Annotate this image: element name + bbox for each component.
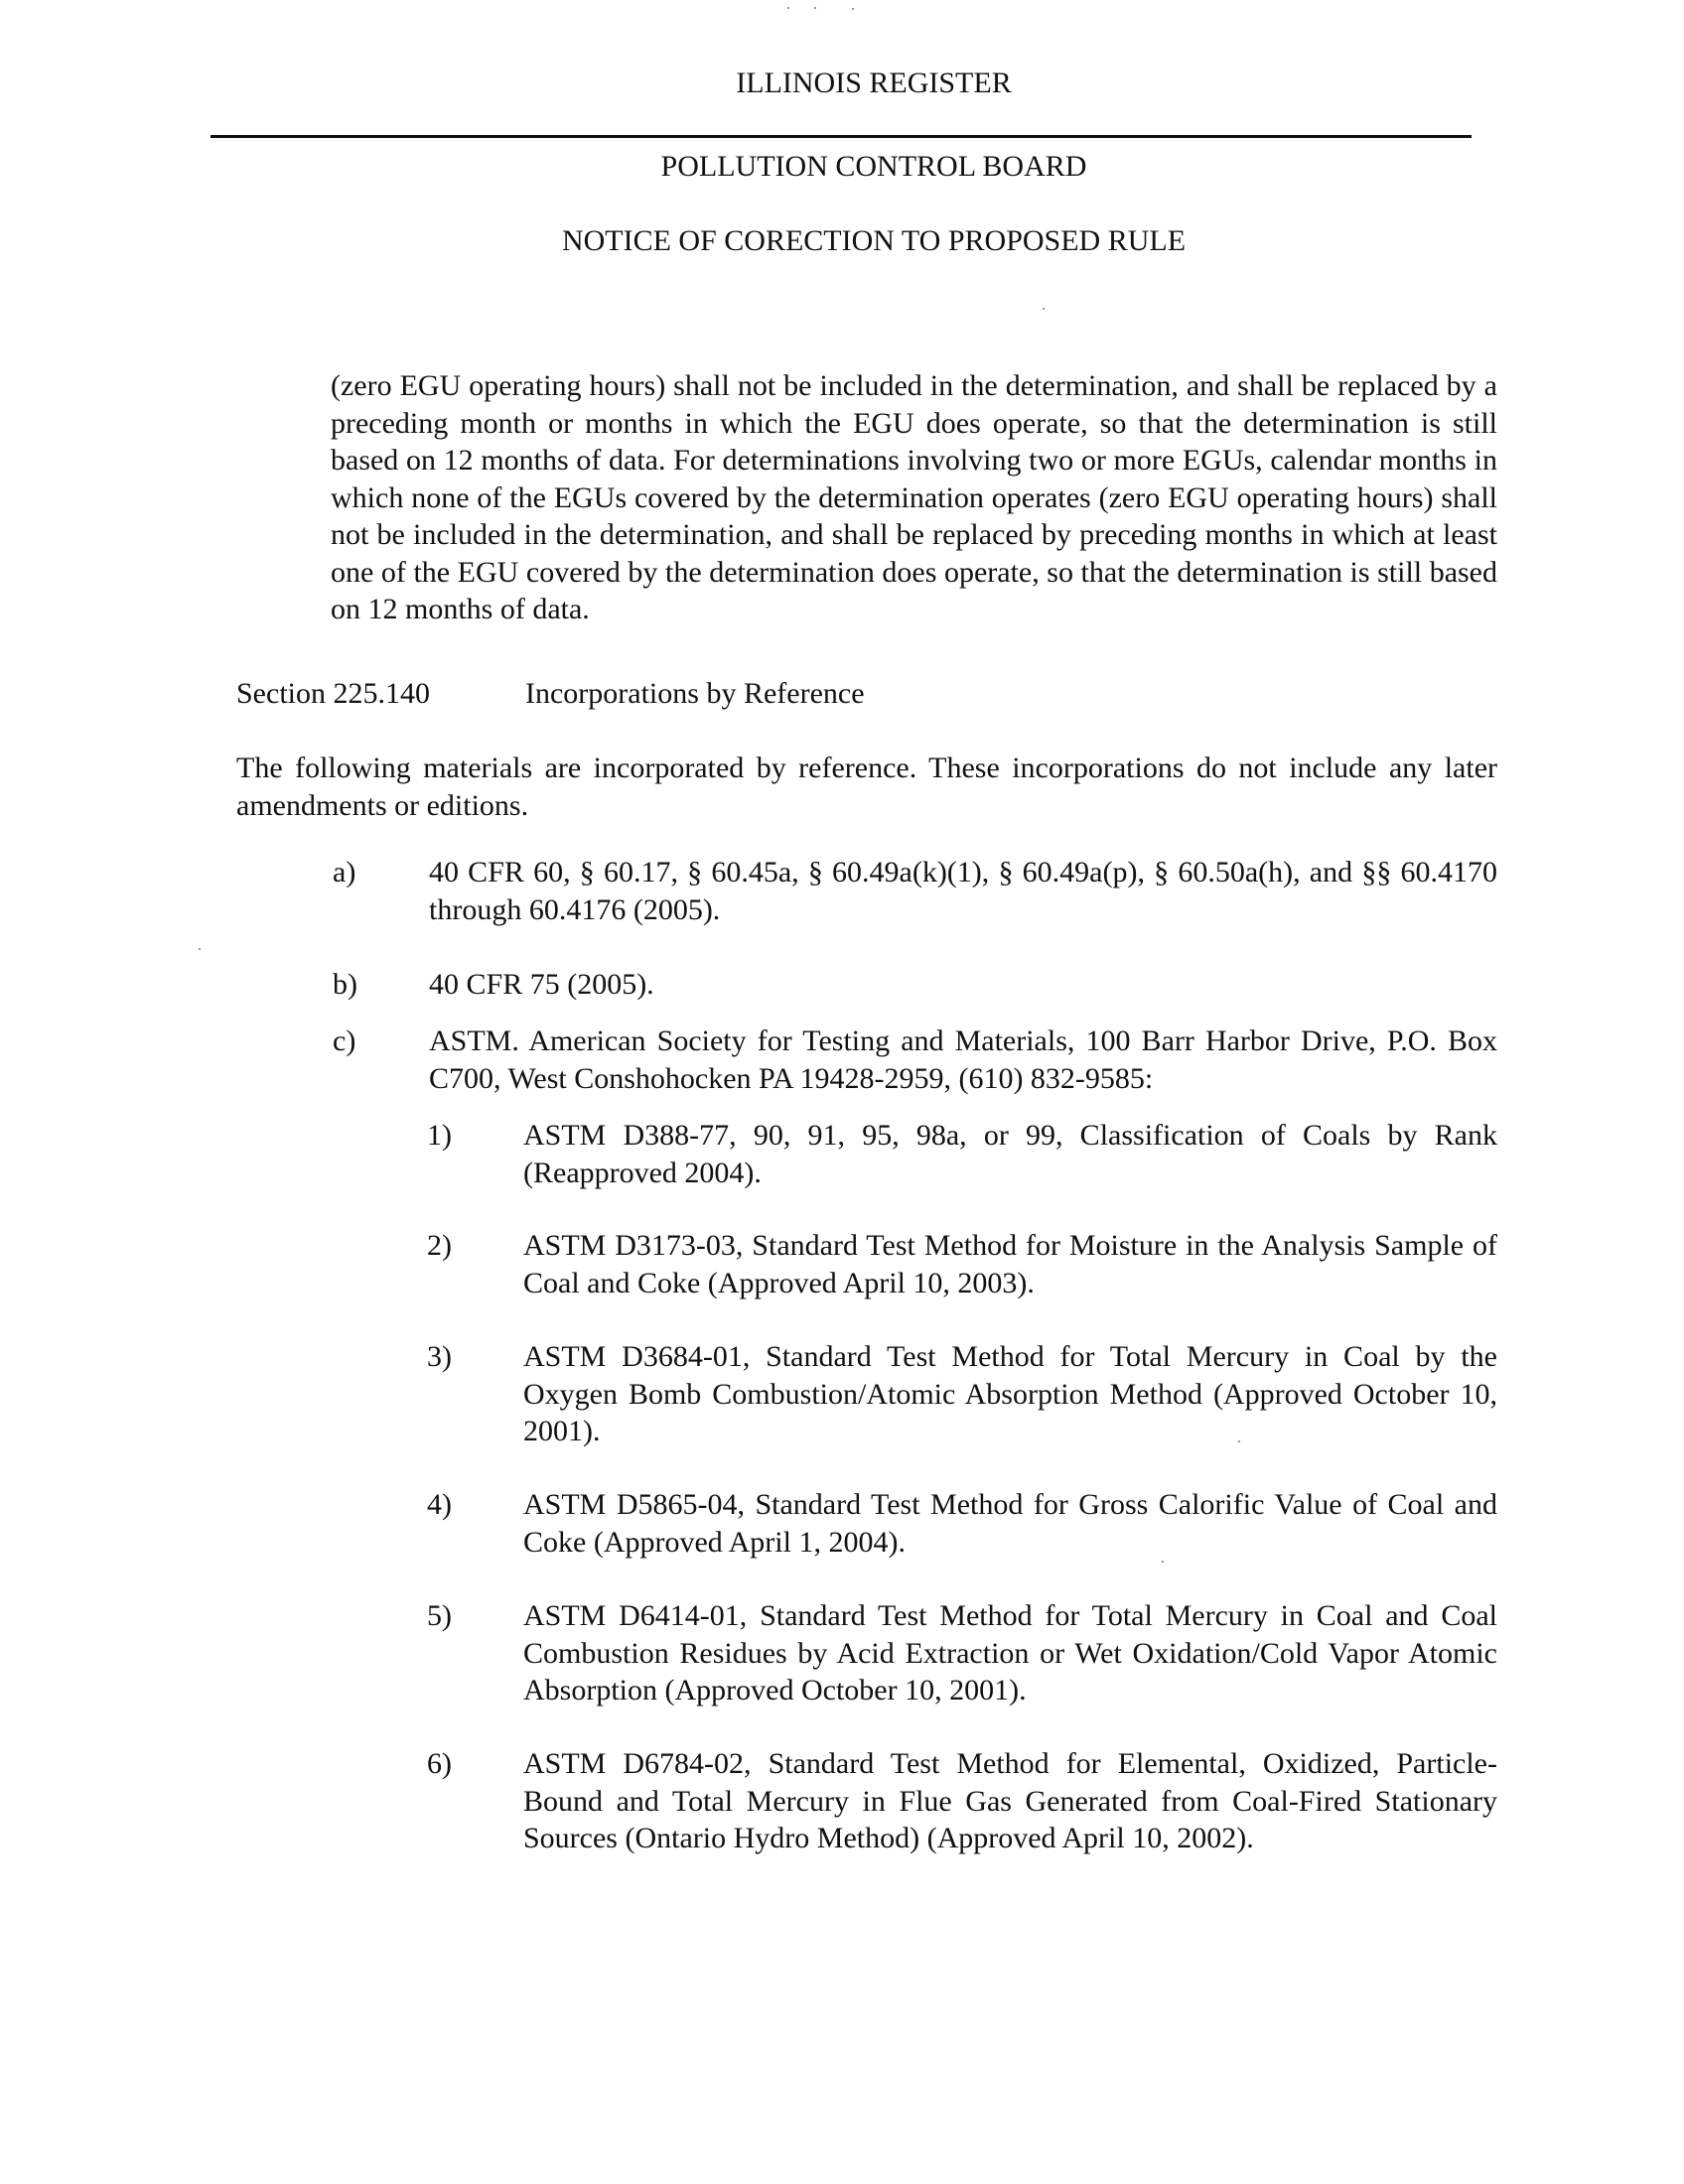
item-text-c: ASTM. American Society for Testing and Materials, 100 Barr Harbor Drive, P.O. Box C700, West Conshohocken PA 19428-2959, (610) 832-9585:	[429, 1024, 1497, 1095]
board-name: POLLUTION CONTROL BOARD	[660, 150, 1087, 183]
section-title: Incorporations by Reference	[525, 677, 865, 710]
scan-speck	[787, 7, 789, 9]
subitem-text-2: ASTM D3173-03, Standard Test Method for Moisture in the Analysis Sample of Coal and Coke (Approved April 10, 2003).	[523, 1229, 1497, 1299]
subitem-text-1: ASTM D388-77, 90, 91, 95, 98a, or 99, Classification of Coals by Rank (Reapproved 2004).	[523, 1119, 1497, 1189]
subitem-label-6: 6)	[427, 1747, 452, 1780]
scan-speck	[1043, 308, 1045, 310]
subitem-label-1: 1)	[427, 1119, 452, 1152]
continuation-paragraph: (zero EGU operating hours) shall not be included in the determination, and shall be replaced by a preceding month or months in which the EGU does operate, so that the determination is still based on 12 months of data. For determinations involving two or more EGUs, calendar months in which none of the EGUs covered by the determination operates (zero EGU operating hours) shall not be included in the determination, and shall be replaced by preceding months in which at least one of the EGU covered by the determination does operate, so that the determination is still based on 12 months of data.	[331, 369, 1497, 625]
header-rule	[210, 135, 1472, 138]
subitem-label-5: 5)	[427, 1599, 452, 1632]
subitem-text-4: ASTM D5865-04, Standard Test Method for Gross Calorific Value of Coal and Coke (Approved April 1, 2004).	[523, 1488, 1497, 1559]
scan-speck	[1162, 1561, 1164, 1563]
register-title: ILLINOIS REGISTER	[736, 67, 1012, 99]
subitem-text-5: ASTM D6414-01, Standard Test Method for Total Mercury in Coal and Coal Combustion Residues by Acid Extraction or Wet Oxidation/Cold Vapor Atomic Absorption (Approved October 10, 2001).	[523, 1599, 1497, 1706]
item-text-a: 40 CFR 60, § 60.17, § 60.45a, § 60.49a(k)(1), § 60.49a(p), § 60.50a(h), and §§ 60.4170 through 60.4176 (2005).	[429, 856, 1497, 926]
subitem-text-6: ASTM D6784-02, Standard Test Method for Elemental, Oxidized, Particle-Bound and Total Mercury in Flue Gas Generated from Coal-Fired Stationary Sources (Ontario Hydro Method) (Approved April 10, 2002).	[523, 1747, 1497, 1854]
subitem-text-3: ASTM D3684-01, Standard Test Method for Total Mercury in Coal by the Oxygen Bomb Combustion/Atomic Absorption Method (Approved October 10, 2001).	[523, 1340, 1497, 1447]
item-label-a: a)	[333, 856, 356, 888]
subitem-label-3: 3)	[427, 1340, 452, 1373]
item-label-b: b)	[333, 968, 357, 1001]
subitem-label-4: 4)	[427, 1488, 452, 1521]
scan-speck	[1238, 1440, 1240, 1442]
scan-speck	[814, 7, 816, 9]
scan-speck	[852, 8, 854, 10]
item-label-c: c)	[333, 1024, 356, 1057]
item-text-b: 40 CFR 75 (2005).	[429, 968, 654, 1001]
notice-title: NOTICE OF CORECTION TO PROPOSED RULE	[561, 224, 1187, 257]
section-number: Section 225.140	[236, 677, 430, 710]
subitem-label-2: 2)	[427, 1229, 452, 1262]
scan-speck	[199, 948, 201, 950]
section-intro: The following materials are incorporated by reference. These incorporations do not include any later amendments or editions.	[236, 751, 1497, 822]
